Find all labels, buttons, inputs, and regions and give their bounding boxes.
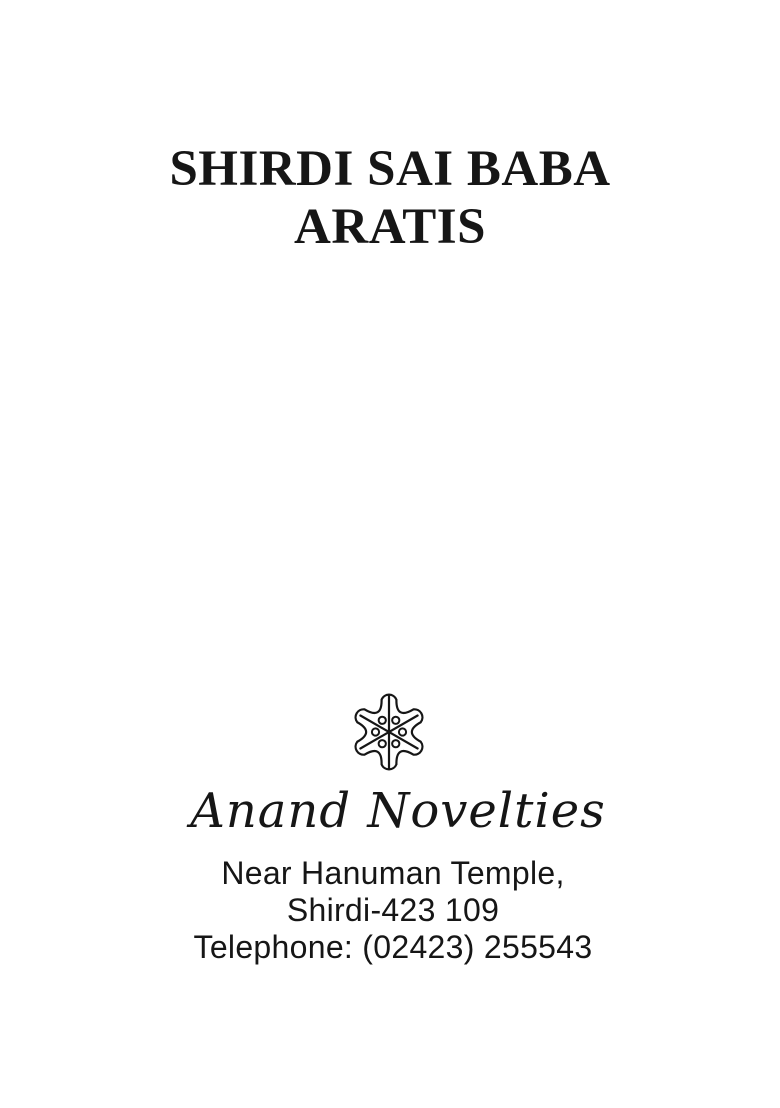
book-title-line1: SHIRDI SAI BABA xyxy=(169,141,611,197)
snowflake-dot xyxy=(399,728,406,735)
publisher-address xyxy=(3,855,780,966)
snowflake-dot xyxy=(392,740,399,747)
snowflake-dot xyxy=(379,740,386,747)
publisher-name: Anand Novelties xyxy=(190,783,606,839)
address-line-1: Near Hanuman Temple, xyxy=(221,855,565,891)
address-line-2: Shirdi-423 109 xyxy=(286,892,500,928)
snowflake-dot xyxy=(392,717,399,724)
snowflake-ornament-icon xyxy=(349,692,429,772)
snowflake-dot xyxy=(372,728,379,735)
book-title xyxy=(0,140,780,256)
snowflake-dot xyxy=(379,717,386,724)
telephone-line: Telephone: (02423) 255543 xyxy=(193,929,593,965)
book-title-line2: ARATIS xyxy=(294,199,486,255)
